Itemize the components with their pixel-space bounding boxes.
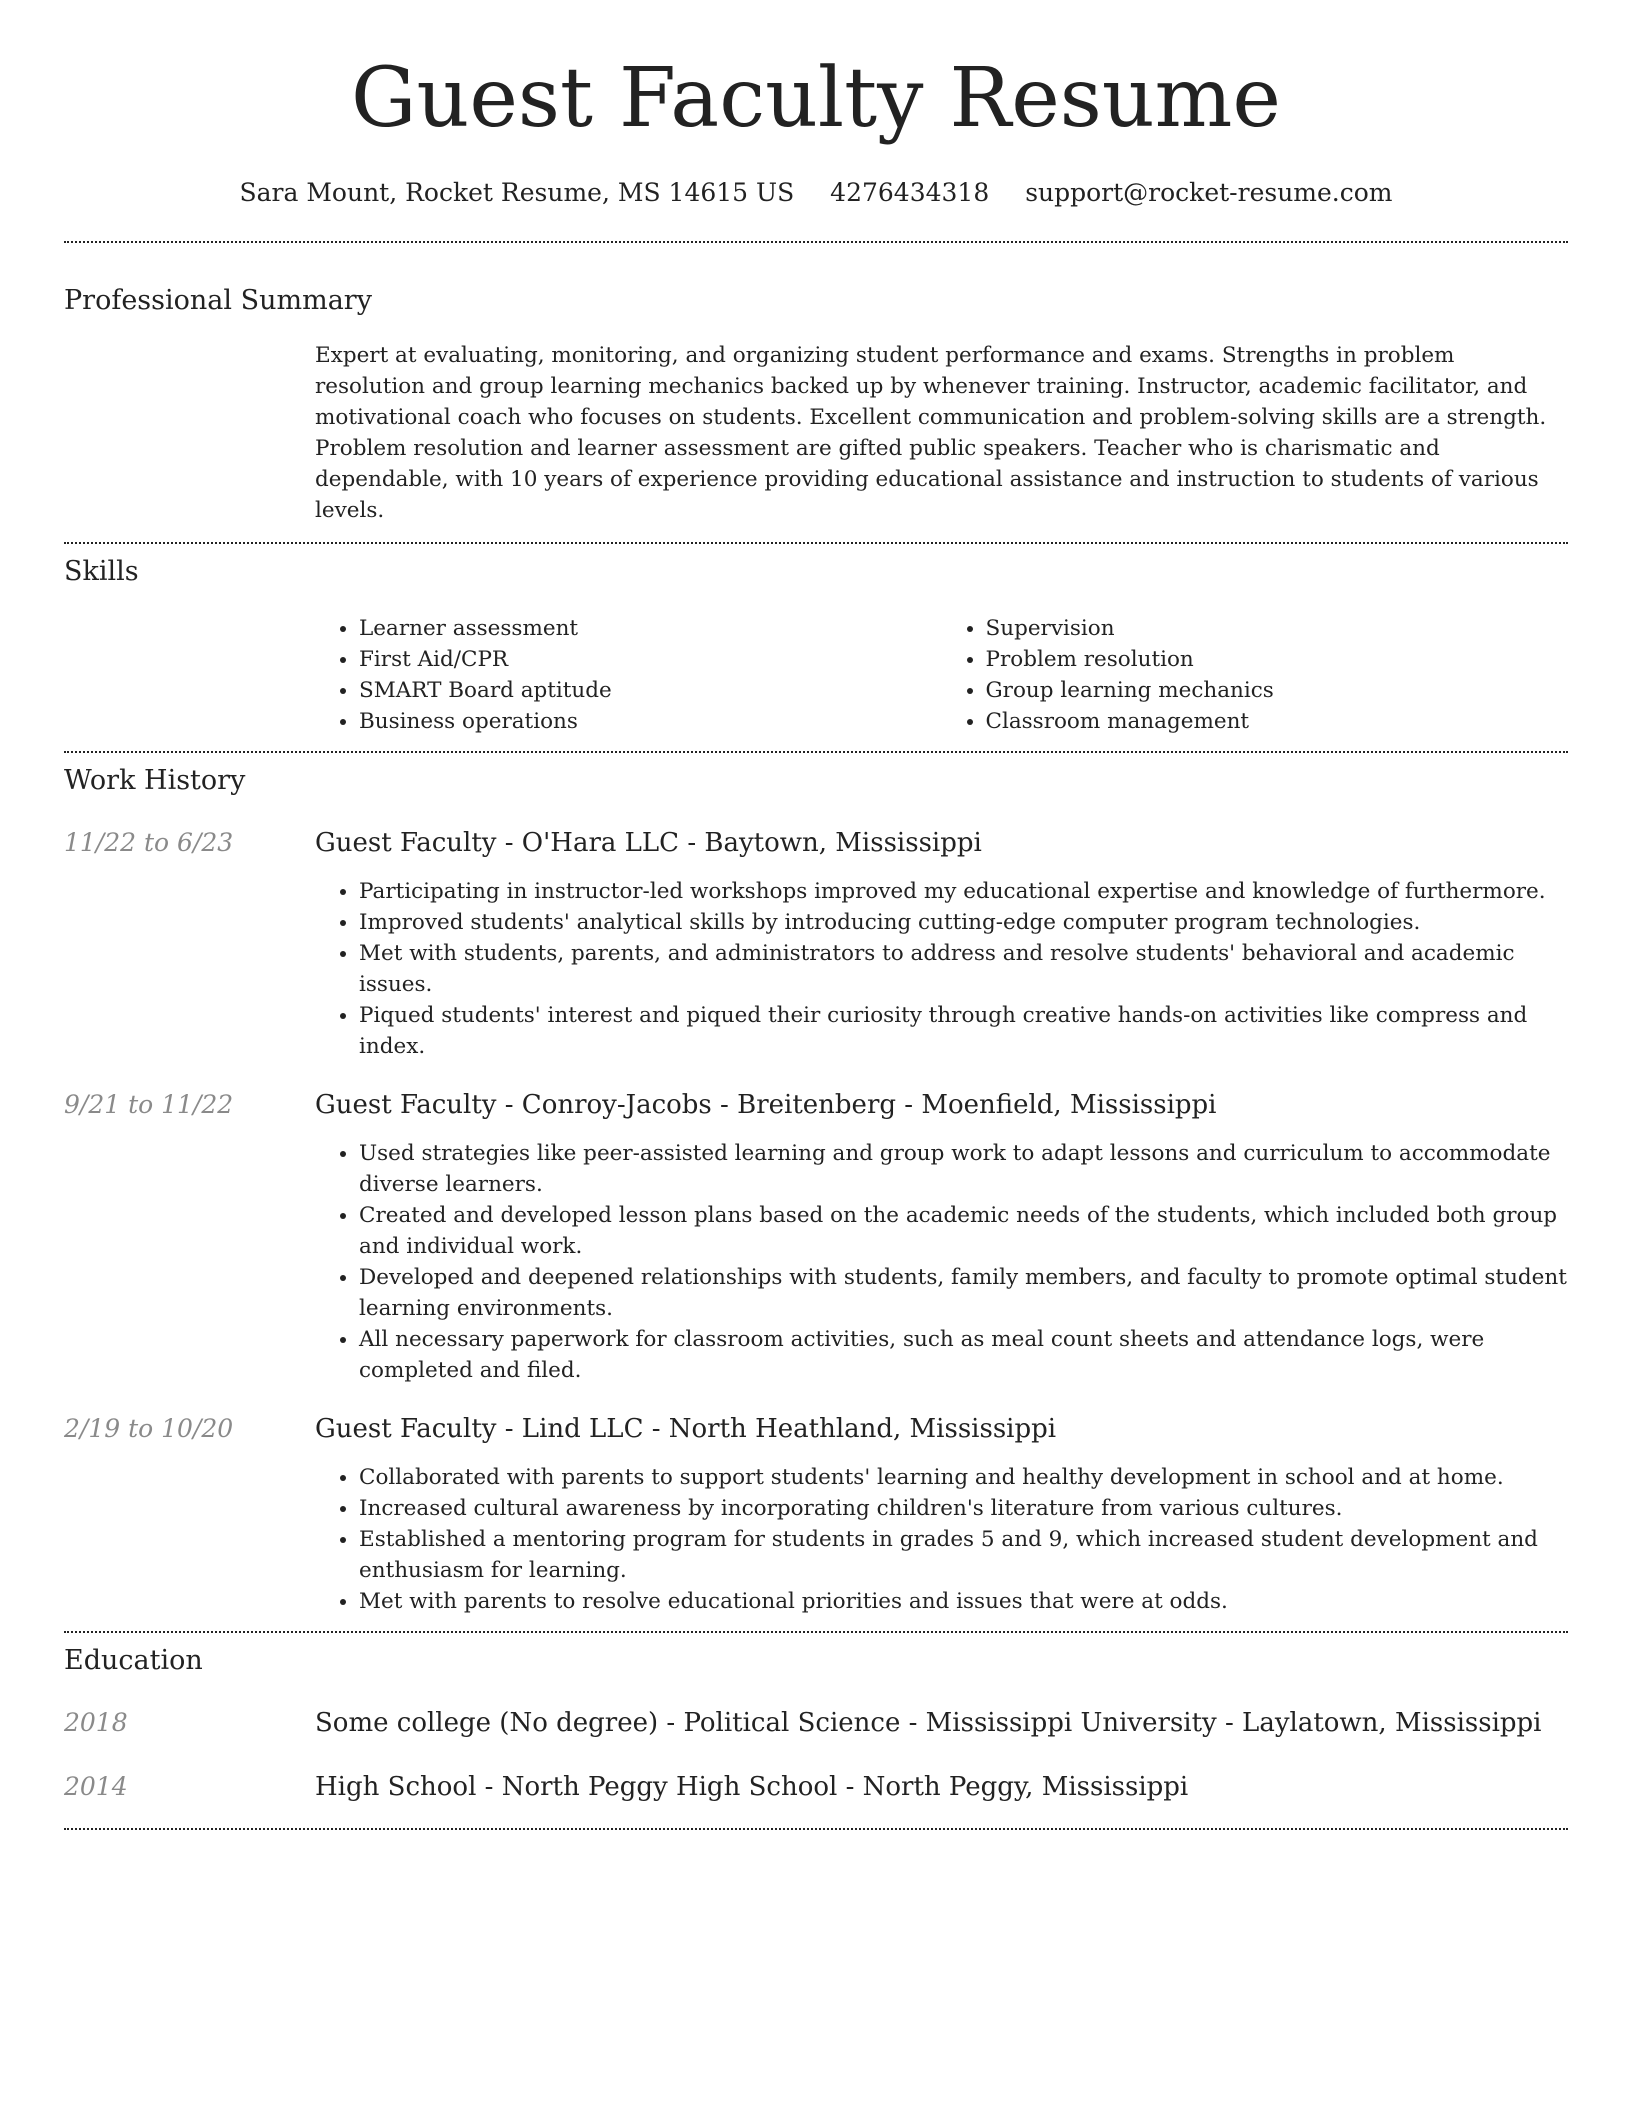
contact-address: Sara Mount, Rocket Resume, MS 14615 US bbox=[239, 178, 795, 207]
summary-text: Expert at evaluating, monitoring, and organizing student performance and exams. Strengths in problem resolution and group learning mechanics backed up by whenever training. Instructor, academic facilitator, and motivational coach who focuses on students. Excellent communication and problem-solving skills are a strength. Problem resolution and learner assessment are gifted public speakers. Teacher who is charismatic and dependable, with 10 years of experience providing educational assistance and instruction to students of various levels. bbox=[315, 343, 1547, 523]
skill-item: • First Aid/CPR bbox=[359, 644, 942, 675]
job-heading: Guest Faculty - Conroy-Jacobs - Breitenberg - Moenfield, Mississippi bbox=[315, 1090, 1217, 1120]
job-entry bbox=[64, 828, 1568, 1062]
skill-item: • Problem resolution bbox=[986, 644, 1569, 675]
education-section-title: Education bbox=[64, 1645, 203, 1676]
resume-title: Guest Faculty Resume bbox=[351, 51, 1281, 146]
education-details: High School - North Peggy High School - North Peggy, Mississippi bbox=[315, 1772, 1189, 1802]
skill-item: • Group learning mechanics bbox=[986, 675, 1569, 706]
education-details: Some college (No degree) - Political Science - Mississippi University - Laylatown, Mississippi bbox=[315, 1708, 1542, 1738]
skills-divider bbox=[64, 751, 1568, 753]
skill-item: • Supervision bbox=[986, 613, 1569, 644]
job-bullet: • Improved students' analytical skills by introducing cutting-edge computer program technologies. bbox=[359, 907, 1568, 938]
header-divider bbox=[64, 241, 1568, 243]
work-section-title: Work History bbox=[64, 765, 246, 796]
job-bullet: • Created and developed lesson plans based on the academic needs of the students, which included both group and individual work. bbox=[359, 1200, 1568, 1262]
job-bullet: • All necessary paperwork for classroom activities, such as meal count sheets and attendance logs, were completed and filed. bbox=[359, 1324, 1568, 1386]
contact-email: support@rocket-resume.com bbox=[1025, 178, 1393, 207]
job-dates: 2/19 to 10/20 bbox=[64, 1414, 234, 1443]
skill-item: • Learner assessment bbox=[359, 613, 942, 644]
job-bullet: • Participating in instructor-led workshops improved my educational expertise and knowledge of furthermore. bbox=[359, 876, 1568, 907]
skill-item: • Business operations bbox=[359, 706, 942, 737]
job-bullet: • Used strategies like peer-assisted learning and group work to adapt lessons and curriculum to accommodate diverse learners. bbox=[359, 1138, 1568, 1200]
job-bullets bbox=[315, 1138, 1568, 1386]
skills-column-left bbox=[315, 613, 942, 737]
skill-item: • Classroom management bbox=[986, 706, 1569, 737]
education-entry bbox=[64, 1772, 1568, 1802]
job-bullet: • Developed and deepened relationships with students, family members, and faculty to promote optimal student learning environments. bbox=[359, 1262, 1568, 1324]
contact-line bbox=[64, 178, 1568, 207]
job-entry bbox=[64, 1414, 1568, 1617]
job-entry bbox=[64, 1090, 1568, 1386]
summary-divider bbox=[64, 542, 1568, 544]
education-year: 2014 bbox=[64, 1772, 128, 1801]
job-bullet: • Piqued students' interest and piqued their curiosity through creative hands-on activities like compress and index. bbox=[359, 1000, 1568, 1062]
job-bullet: • Increased cultural awareness by incorporating children's literature from various cultures. bbox=[359, 1493, 1568, 1524]
education-entry bbox=[64, 1708, 1568, 1738]
summary-section-title: Professional Summary bbox=[64, 285, 372, 316]
job-bullets bbox=[315, 1462, 1568, 1617]
job-bullet: • Collaborated with parents to support students' learning and healthy development in school and at home. bbox=[359, 1462, 1568, 1493]
job-dates: 11/22 to 6/23 bbox=[64, 828, 234, 857]
job-dates: 9/21 to 11/22 bbox=[64, 1090, 234, 1119]
job-heading: Guest Faculty - Lind LLC - North Heathland, Mississippi bbox=[315, 1414, 1057, 1444]
job-bullet: • Met with students, parents, and administrators to address and resolve students' behavioral and academic issues. bbox=[359, 938, 1568, 1000]
job-bullet: • Met with parents to resolve educational priorities and issues that were at odds. bbox=[359, 1586, 1568, 1617]
job-bullets bbox=[315, 876, 1568, 1062]
contact-phone: 4276434318 bbox=[830, 178, 990, 207]
job-bullet: • Established a mentoring program for students in grades 5 and 9, which increased student development and enthusiasm for learning. bbox=[359, 1524, 1568, 1586]
education-year: 2018 bbox=[64, 1708, 128, 1737]
job-heading: Guest Faculty - O'Hara LLC - Baytown, Mississippi bbox=[315, 828, 982, 858]
skills-section-title: Skills bbox=[64, 556, 139, 587]
skills-column-right bbox=[942, 613, 1569, 737]
skill-item: • SMART Board aptitude bbox=[359, 675, 942, 706]
work-divider bbox=[64, 1631, 1568, 1633]
education-divider bbox=[64, 1828, 1568, 1830]
skills-list bbox=[315, 613, 1568, 737]
